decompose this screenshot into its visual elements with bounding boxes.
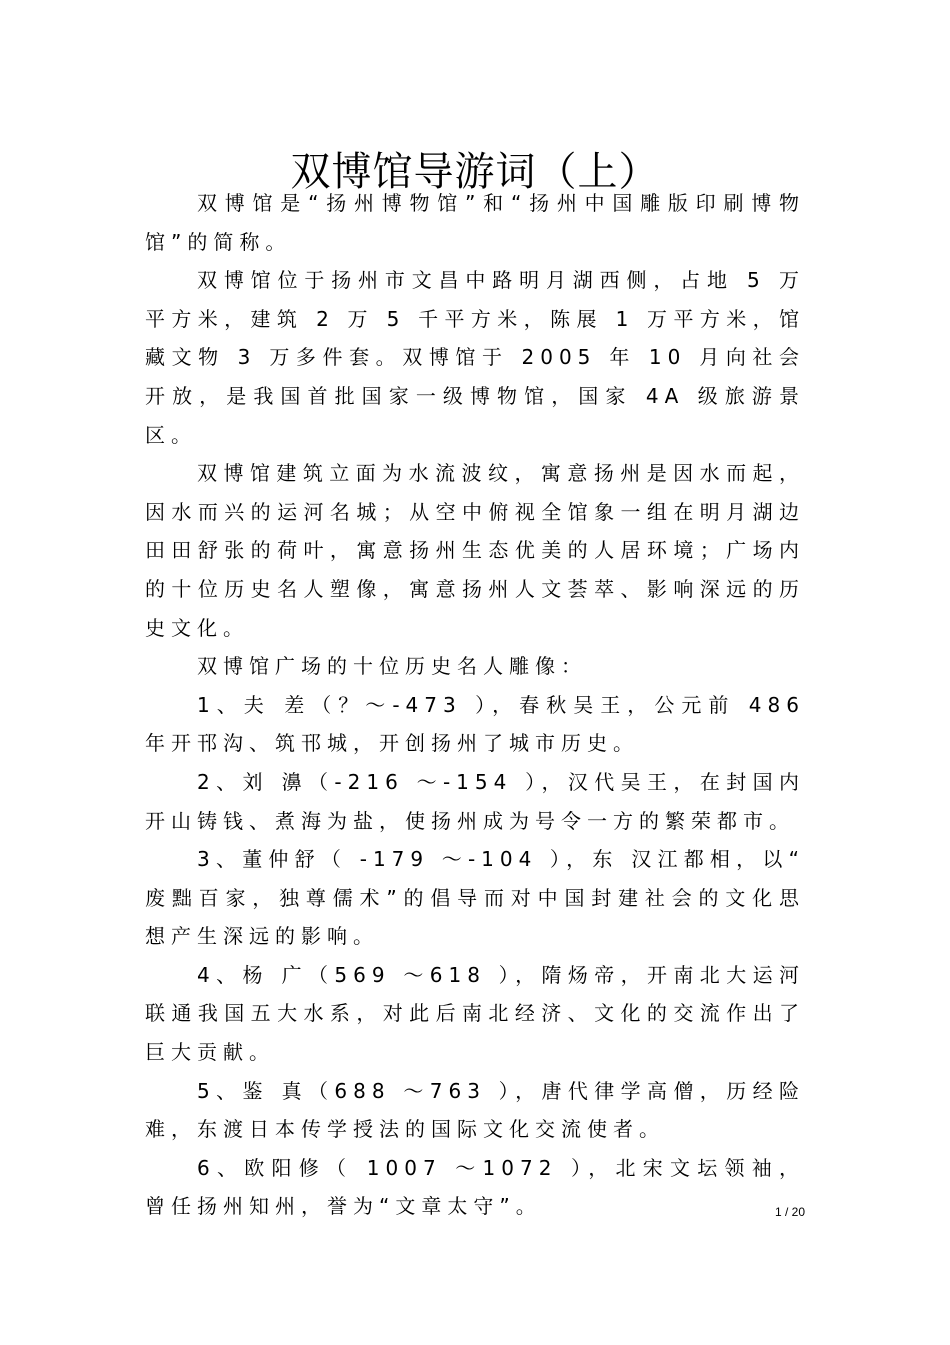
list-item-jianzhen: 5、鉴 真（688 ～763 ），唐代律学高僧，历经险难，东渡日本传学授法的国际文化交流使者。 xyxy=(145,1078,805,1142)
list-item-liubi: 2、刘 濞（-216 ～-154 ），汉代吴王，在封国内开山铸钱、煮海为盐，使扬州成为号令一方的繁荣都市。 xyxy=(145,769,805,833)
paragraph-intro: 双博馆是“扬州博物馆”和“扬州中国雕版印刷博物馆”的简称。 xyxy=(145,191,805,254)
list-item-yangguang: 4、杨 广（569 ～618 ），隋炀帝，开南北大运河联通我国五大水系，对此后南北经济、文化的交流作出了巨大贡献。 xyxy=(145,962,805,1065)
paragraph-location: 双博馆位于扬州市文昌中路明月湖西侧，占地 5 万平方米，建筑 2 万 5 千平方米，陈展 1 万平方米，馆藏文物 3 万多件套。双博馆于 2005 年 10 月向社会开放，是我国首批国家一级博物馆，国家 4A 级旅游景区。 xyxy=(145,268,805,447)
document-body xyxy=(145,184,805,1226)
paragraph-statues-heading: 双博馆广场的十位历史名人雕像： xyxy=(197,654,587,679)
list-item-ouyangxiu: 6、欧阳修（ 1007 ～1072 ），北宋文坛领袖，曾任扬州知州，誉为“文章太守”。 xyxy=(145,1155,805,1219)
page-title: 双博馆导游词（上） xyxy=(290,148,660,195)
page-number: 1 / 20 xyxy=(774,1205,805,1219)
paragraph-architecture: 双博馆建筑立面为水流波纹，寓意扬州是因水而起，因水而兴的运河名城；从空中俯视全馆象一组在明月湖边田田舒张的荷叶，寓意扬州生态优美的人居环境；广场内的十位历史名人塑像，寓意扬州人文荟萃、影响深远的历史文化。 xyxy=(145,461,805,640)
list-item-fuchai: 1、夫 差（？～-473 ），春秋吴王，公元前 486 年开邗沟、筑邗城，开创扬州了城市历史。 xyxy=(145,692,805,756)
list-item-dongzhongshu: 3、董仲舒（ -179 ～-104 ），东 汉江都相，以“ 废黜百家，独尊儒术”的倡导而对中国封建社会的文化思想产生深远的影响。 xyxy=(145,847,805,949)
